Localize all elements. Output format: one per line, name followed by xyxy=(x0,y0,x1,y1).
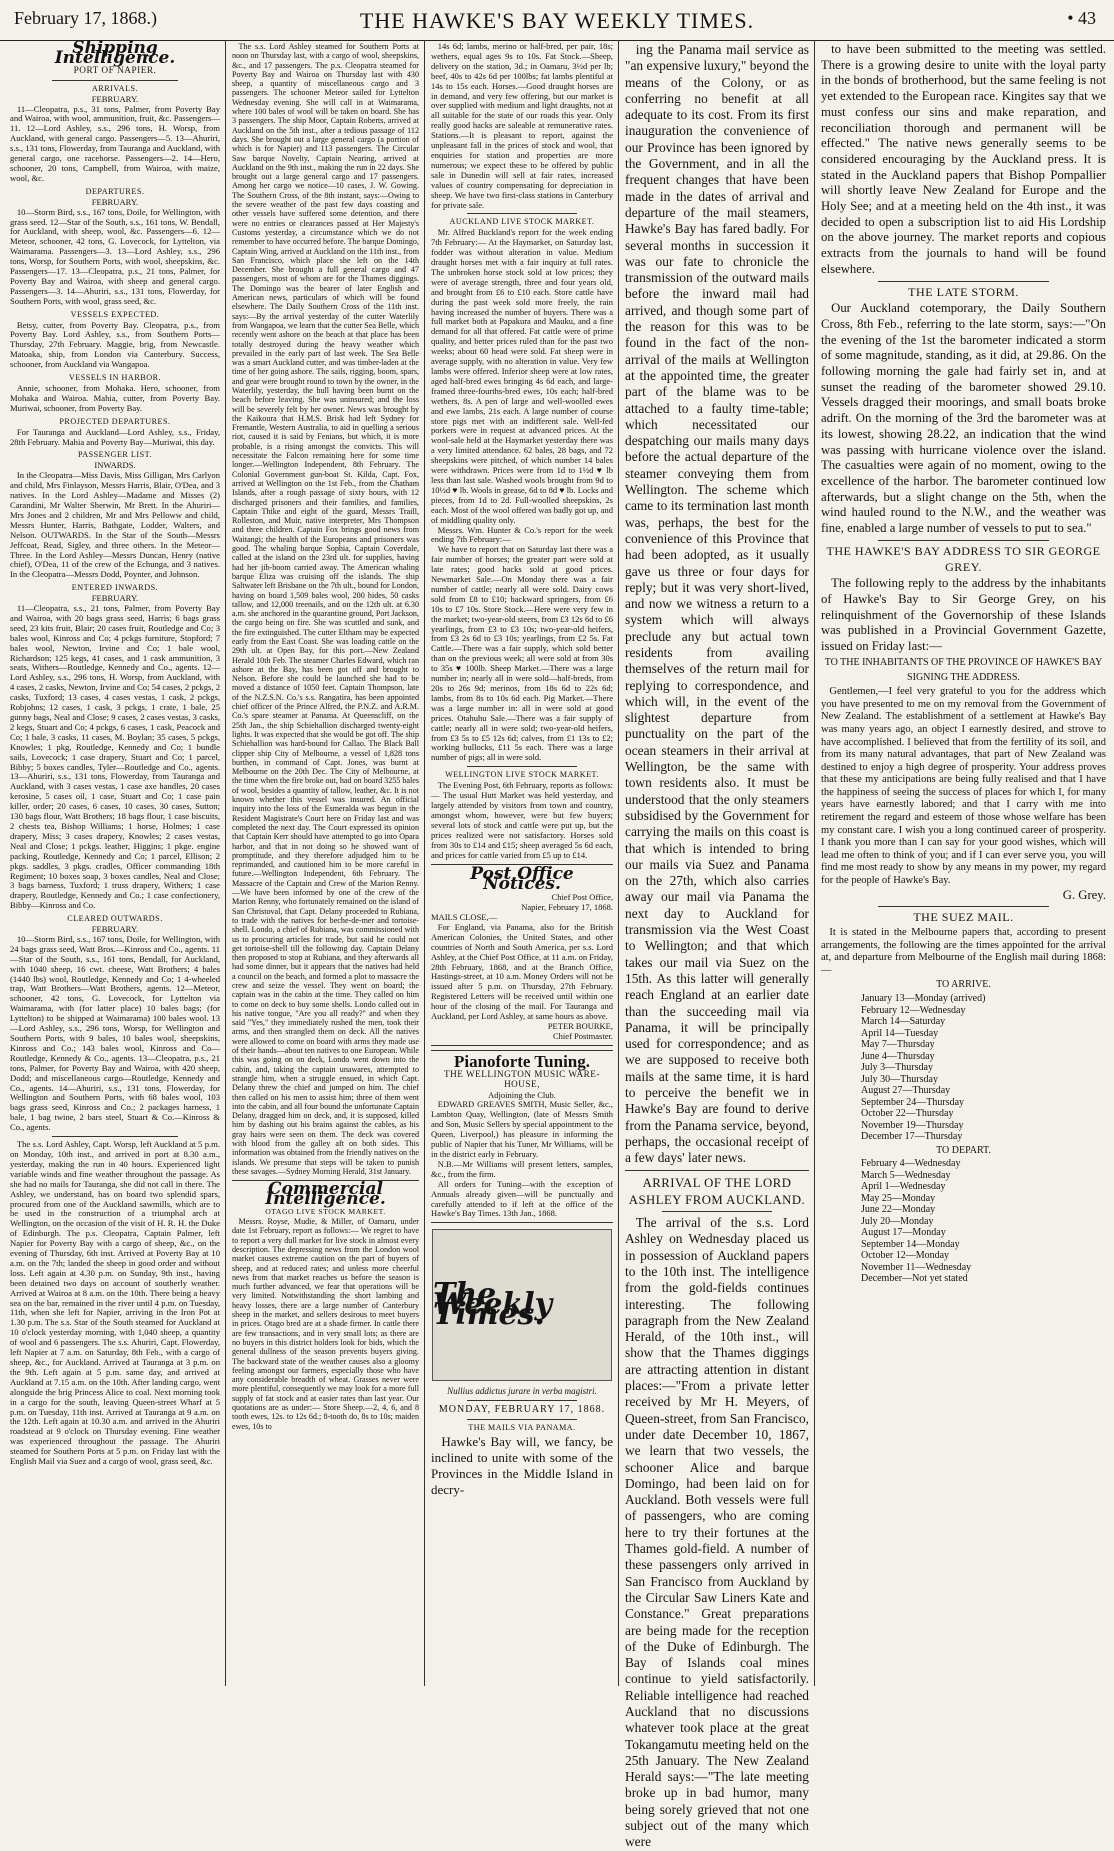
section-title-commercial: Commercial Intelligence. xyxy=(265,1179,386,1209)
native-news-text: to have been submitted to the meeting was settled. There is a growing desire to unite with the loyal party in the bonds of brotherhood, but the same feeling is not yet extended to the European race. Kingites say that we must confess our sins and make reparation, and reconciliation thorough and permanent will be effected." The native news generally seems to be considered encouraging by the Auckland press. It is stated in the Auckland papers that Bishop Pompallier will shortly leave New Zealand for Europe and the Holy See; and at a meeting held on the 4th inst., it was decided to open a subscription list to aid His Lordship on the above journey. The market reports and copious extracts from the journals to hand will be found elsewhere. xyxy=(821,42,1106,276)
mails-panama-heading: THE MAILS VIA PANAMA. xyxy=(468,1423,576,1433)
divider xyxy=(467,1419,576,1420)
emblem-text: The Weekly Times. xyxy=(433,1277,553,1333)
divider xyxy=(878,906,1049,907)
column-divider xyxy=(814,40,815,1686)
projected-text: For Tauranga and Auckland—Lord Ashley, s.s., Friday, 28th February. Mahia and Poverty Bay—Muriwai, this day. xyxy=(10,426,220,447)
otago-continued: 14s 6d; lambs, merino or half-bred, per pair, 18s; wethers, equal ages 9s to 10s. Fat Stock.—Sheep, delivery on the station, 3d.; in Oamaru, 3½d per lb; beef, 40s to 42s 6d per 100lbs; fat lambs plentiful at 14s to 15s each. Horses.—Good draught horses are in demand, and very few offering, but our market is over supplied with medium and light draughts, not at all suitable for the state of our roads this year. Only really good hacks are saleable at remunerative rates. Stations.—It is pleasant to report, against the unpleasant fall in the prices of stock and wool, that enquiries for station and properties are more numerous; we expect these to be offered by public sale in Dunedin will sell at fair rates, increased values of country compensating for depreciation in sheep. We have two first-class stations in Canterbury for private sale. xyxy=(431,41,613,210)
entered-month: FEBRUARY. xyxy=(91,593,139,604)
passenger-text: In the Cleopatra—Miss Davis, Miss Gilligan, Mrs Carlyon and child, Mrs Finlayson, Messrs Harris, Blair, O'Dea, and 3 natives. In the Lord Ashley—Madame and Misses (2) Carandini, Mr Walter Sherwin, Mr Brett. In the Ahuriri—Mrs Jones and 2 children, Mr and Mrs Pelloww and child, Messrs Hunter, Harris, Bathgate, Lodder, Walters, and Nelson. OUTWARDS. In the Star of the South—Messrs Jeffcoat, Read, Sigley, and three others. In the Meteor—Three. In the Lord Ashley—Messrs Duncan, Henry (native chief), O'Dea, 11 of the crew of the Echunga, and 3 natives. In the Cleopatra—Messrs Dodd, Poynter, and Johnson. xyxy=(10,470,220,580)
arrive-item: December 17—Thursday xyxy=(861,1131,963,1143)
divider xyxy=(52,80,178,81)
auckland-text: Mr. Alfred Buckland's report for the week ending 7th February:— At the Haymarket, on Saturday last, fodder was without alteration in value. Medium draught horses met with a fair inquiry at full rates. The unbroken horse stock sold at low prices; they were of average strength, three and four years old, and brought from £6 to £10 each. Store cattle have during the past week sold more freely, the rain having increased the number of buyers. There was a full market both at Papakura and Mauku, and a fine demand for all that offered. Fat cattle were of prime quality, and better prices ruled than for the past two weeks; about 60 head were sold. Fat sheep were in average supply, with no alteration in value. Very few lambs were offered. Inferior sheep were at low rates, aged half-bred ewes bringing 4s 6d each, and large-framed three-fourths-bred ewes, 10s each; half-bred wethers, 8s. A pen of large and well-woolled ewes and ewe lambs, 21s each. A large number of course store pigs met with an indifferent sale. Well-fed porkers were in request at advanced prices. At the wool-sale held at the Haymarket yesterday there was a very limited attendance. 62 bales, 28 bags, and 72 sheepskins were pitched, of which number 14 bales were withdrawn. Prices were from 1d to 1½d ♥ lb less than last sale. Washed wools brought from 9d to 10½d ♥ lb. Wools in grease, 6d to 8d ♥ lb. Locks and pieces, from 1d to 2d. Full-woolled sheepskins, 2s each. Most of the wool offered was badly got up, and of middling quality only. xyxy=(431,227,613,525)
arrive-item: November 19—Thursday xyxy=(861,1119,964,1131)
piano-advert xyxy=(431,1050,613,1224)
hunter-text: We have to report that on Saturday last there was a fair number of horses; the greater part were sold at late rates; good hacks sold at good prices. Newmarket Sale.—On Monday there was a fair number of cattle; nearly all were sold. Dairy cows sold from £8 to £10; backward springers, from £6 10s to £7 10s. Store Stock.—Here were very few in the market; two-year-old steers, from £3 12s 6d to £6 yearlings, from £3 to £3 10s; two-year-old heifers, from £3 2s 6d to £3 10s; yearlings, from £2 5s. Fat Cattle.—There was a fair supply, which sold better than on the previous week; all were sold at from 30s to 35s ♥ 100lb. Sheep Market.—There was a large number in; nearly all in were sold—half-breds, from 20s to 26s 9d; merinos, from 18s 6d to 22s 6d; lambs, from 8s to 10s 6d each. Pig Market.—There was a large number in: all in were sold at good prices. Otahuhu Sale.—There was a fair supply of cattle; nearly all in were sold; two-year-old heifers, from £3 5s to £5 12s 6d; calves, from £1 13s to £2; working bullocks, £11 5s each. There was a large number of pigs; all in were sold. xyxy=(431,544,613,763)
column-markets xyxy=(427,42,617,1682)
column-divider xyxy=(424,40,425,1686)
arrive-item: January 13—Monday (arrived) xyxy=(861,993,986,1005)
piano-title: Pianoforte Tuning. xyxy=(453,1051,591,1071)
port-heading: PORT OF NAPIER. xyxy=(73,65,157,76)
harbor-heading: VESSELS IN HARBOR. xyxy=(68,373,162,383)
expected-text: Betsy, cutter, from Poverty Bay. Cleopatra, p.s., from Poverty Bay. Lord Ashley, s.s., from Southern Ports—Thursday, 27th February. Maggie, brig, from Newcastle. Matoaka, ship, from London via Canterbury. Success, schooner, from Auckland via Wangapoa. xyxy=(10,319,220,370)
arrivals-month: FEBRUARY. xyxy=(91,93,139,104)
arrivals-text: 11—Cleopatra, p.s., 31 tons, Palmer, from Poverty Bay and Wairoa, with wool, ammunition, fruit, &c. Passengers—11. 12—Lord Ashley, s.s., 296 tons, H. Worsp, from Auckland, with general cargo. Passengers—5. 13—Ahuriri, s.s., 131 tons, Flowerday, from Tauranga and Auckland, with general cargo, one racehorse. Passengers—2. 14—Hero, schooner, 20 tons, Campbell, from Wairoa, with maize, wool, &c. xyxy=(10,103,220,183)
divider xyxy=(467,766,576,767)
piano-subheading: Adjoining the Club. xyxy=(488,1089,556,1100)
wellington-text: The Evening Post, 6th February, reports as follows:— The usual Hutt Market was held yesterday, and largely attended by visitors from town and country, amongst whom, however, were but few buyers; several lots of stock and cattle were put up, but the prices realized were not satisfactory. Horses sold from 30s to £14 and £15; sheep averaged 5s 6d each, and prices for cattle varied from £5 up to £14. xyxy=(431,780,613,860)
grey-intro: The following reply to the address by the inhabitants of Hawke's Bay to Sir George Grey, on his relinquishment of the Governorship of these Islands was published in a Provincial Government Gazette, issued on Friday last:— xyxy=(821,576,1106,654)
depart-item: March 5—Wednesday xyxy=(861,1169,951,1181)
otago-text: Messrs. Royse, Mudie, & Miller, of Oamaru, under date 1st February, report as follows:— We regret to have to report a very dull market for live stock in almost every description. The depressing news from the London wool market causes extreme caution on the part of buyers of sheep, and at reduced rates; and unless more cheerful news from that market reaches us before the season is much further advanced, we fear that operations will be very limited. Notwithstanding the short lambing and heavy losses, there are a large number of Canterbury sheep in the market, and sellers desirous to meet buyers in prices. Otago bred are at a shade firmer. In cattle there are few transactions, and in very small lots; as there are no buyers in this district holders look for bids, which the general dullness of the season prevents buyers giving. The backward state of the weather causes also a gloomy feeling amongst our farmers, especially those who have any considerable breadth of wheat. Grasses never were more plentiful, consequently we may look for a more full supply of fat stock and at easier rates than last year. Our quotations are as under:— Store Sheep.—2, 4, 6, and 8 tooth ewes, 12s. to 12s 6d.; 8-tooth do, 8s to 10s; maiden ewes, 10s to xyxy=(232,1217,419,1431)
arrive-item: July 30—Thursday xyxy=(861,1073,938,1085)
mails-close-label: MAILS CLOSE,— xyxy=(431,912,498,923)
hunter-heading: Messrs. Wm. Hunter & Co.'s report for the week ending 7th February:— xyxy=(431,524,613,545)
depart-list xyxy=(821,1158,1106,1285)
arrive-item: October 22—Thursday xyxy=(861,1108,954,1120)
editorial-text: ing the Panama mail service as "an expensive luxury," beyond the means of the Colony, or as conferring no benefit at all adequate to its cost. From its first inauguration the convenience of our Province has been ignored by the Government, and in all the frequent changes that have been made in the dates of arrival and departure of the mail steamers, Hawke's Bay has fared badly. For several months in succession it was our fate to chronicle the transmission of the outward mails before the inward mail had arrived, and though some part of the reason for this was to be found in the fact of the non-arrival of the mails at Wellington at the appointed time, the greater part of the blame was to be attached to a faulty time-table; which necessitated our despatching our mails many days before the actual departure of the steamer conveying them from Wellington. The scheme which came to its termination last month was, perhaps, the best for the convenience of this Province that had been adopted, as it usually gave us three or four days for reply; but it was very short-lived, and now we witness a return to a system which will always preclude any but actual town residents from availing themselves of the return mail for replying to correspondence, and which will, in the event of the slightest departure from punctuality on the part of the ocean steamers in their arrival at Wellington, be the same with town residents also. It must be understood that the only steamers subsidised by the Government for carrying the mails on this coast is that which is intended to bring our mails via Suez and Panama on the 27th, which also carries away our mail via Panama the next day to Auckland for transmission via the West Coast to Wellington; and that which takes our mail via Suez on the 15th. As this latter will generally reach England at an earlier date than the succeeding mail via Panama, it will be principally used for correspondence; and as we are supposed to receive both mails at the same time, it is hard to perceive the benefit we in Hawke's Bay are found to derive from the Panama service, beyond, perhaps, the occasional receipt of a few days' later news. xyxy=(625,42,809,1166)
arrive-item: June 4—Thursday xyxy=(861,1050,935,1062)
departures-heading: DEPARTURES. xyxy=(85,186,145,196)
departures-text: 10—Storm Bird, s.s., 167 tons, Doile, for Wellington, with grass seed. 12—Star of the South, s.s., 161 tons, W. Bendall, for Auckland, with sheep, wool, &c. Passengers—6. 12—Meteor, schooner, 42 tons, G. Lovecock, for Lyttelton, via Waimarama. Passengers—3. 13—Lord Ashley, s.s., 296 tons, Worsp, for Southern Ports, with wool, sheepskins, &c. Passengers—17. 13—Cleopatra, p.s., 21 tons, Palmer, for Poverty Bay and Wairoa, with sheep and general cargo. Passengers—3. 14—Ahuriri, s.s., 131 tons, Flowerday, for Southern Ports, with wool, grass seed, &c. xyxy=(10,206,220,306)
harbor-text: Annie, schooner, from Mohaka. Hero, schooner, from Mohaka and Wairoa. Mahia, cutter, from Poverty Bay. Muriwai, schooner, from Poverty Bay. xyxy=(10,383,220,413)
postmaster-name: PETER BOURKE, xyxy=(547,1021,613,1031)
wellington-heading: WELLINGTON LIVE STOCK MARKET. xyxy=(445,770,599,780)
lord-ashley-text: The arrival of the s.s. Lord Ashley on Wednesday placed us in possession of Auckland papers to the 10th inst. The intelligence from the gold-fields continues interesting. The following paragraph from the New Zealand Herald, of the 10th inst., will show that the Thames diggings are attracting attention in distant places:—"From a private letter received by Mr H. Meyers, of Queen-street, from San Francisco, under date December 10, 1867, we learn that two vessels, the schooner Alice and barque Domingo, had been laid on for Auckland. Both vessels were full of passengers, who are coming here to try their fortunes at the Thames gold-field. A number of these passengers only arrived in San Francisco from Auckland by the Circular Saw Liners Kate and Constance." Great preparations are being made for the reception of the Duke of Edinburgh. The Bay of Islands coal mines continue to yield satisfactorily. Reliable intelligence had reached Auckland that no discussions whatever took place at the great Tokangamutu meeting held on the 25th January. The New Zealand Herald says:—"The late meeting broke up in bad humor, many being sorely grieved that not one subject out of the many which were xyxy=(625,1215,809,1850)
divider xyxy=(662,1211,772,1212)
arrive-item: September 24—Thursday xyxy=(861,1096,965,1108)
depart-item: November 11—Wednesday xyxy=(861,1261,972,1273)
piano-heading: THE WELLINGTON MUSIC WARE-HOUSE, xyxy=(444,1068,600,1089)
passenger-inwards: INWARDS. xyxy=(94,460,136,471)
arrivals-heading: ARRIVALS. xyxy=(91,83,139,93)
grey-letter: Gentlemen,—I feel very grateful to you for the address which you have presented to me on my removal from the Government of New Zealand. The establishment of a settlement at Hawke's Bay was many years ago, an object I earnestly desired, and strove to have accomplished. I believed that from the fertility of its soil, and from its many natural advantages, that part of New Zealand was destined to enjoy a high degree of prosperity. Your address proves that these my anticipations are being fully realised and that I have the happiness of seeing the success of places for which I, for many years have earnestly labored; and that I carry with me into retirement the regard and esteem of those whose welfare has been my constant care. I wish you a long continued career of prosperity. I thank you more than I can say for your good wishes, which will lead me often to think of you; and if I can ever serve you, you will find me most ready to show by any means in my power, my regard for the people of Hawke's Bay. xyxy=(821,686,1106,887)
masthead xyxy=(0,0,1114,41)
grey-heading: THE HAWKE'S BAY ADDRESS TO SIR GEORGE GREY. xyxy=(826,543,1101,574)
entered-heading: ENTERED INWARDS. xyxy=(71,583,159,593)
arrive-item: February 12—Wednesday xyxy=(861,1004,966,1016)
passenger-heading: PASSENGER LIST. xyxy=(77,450,153,460)
expected-heading: VESSELS EXPECTED. xyxy=(70,309,160,319)
column-divider xyxy=(225,40,226,1686)
divider xyxy=(52,1136,178,1137)
depart-item: July 20—Monday xyxy=(861,1215,934,1227)
depart-item: May 25—Monday xyxy=(861,1192,936,1204)
arrive-item: April 14—Tuesday xyxy=(861,1027,939,1039)
issue-dateline: MONDAY, FEBRUARY 17, 1868. xyxy=(438,1404,606,1416)
auckland-heading: AUCKLAND LIVE STOCK MARKET. xyxy=(449,217,595,227)
divider xyxy=(467,1400,576,1401)
depart-item: February 4—Wednesday xyxy=(861,1158,961,1170)
postmaster-role: Chief Postmaster. xyxy=(553,1030,613,1041)
column-divider xyxy=(618,40,619,1686)
depart-item: September 14—Monday xyxy=(861,1238,960,1250)
post-office-title: Post Office Notices. xyxy=(470,864,574,895)
post-office-dateline: Napier, February 17, 1868. xyxy=(521,902,613,913)
otago-heading: OTAGO LIVE STOCK MARKET. xyxy=(265,1206,386,1216)
cleared-text: 10—Storm Bird, s.s., 167 tons, Doile, for Wellington, with 24 bags grass seed, Watt Bros.—Kinross and Co., agents. 11—Star of the South, s.s., 161 tons, Bendall, for Auckland, with 1040 sheep, 16 cwt. cheese, Watt Brothers; 4 bales (1440 lbs) wool, Routledge, Kennedy and Co; 1 4-wheeled trap, Watt Brothers—Watt Brothers, agents. 12—Meteor, schooner, 42 tons, G. Lovecock, for Lyttelton via Waimarama, with (for latter place) 10 bales bags; (for Lyttelton) to be shipped at Waimarama) 100 bales wool. 13—Lord Ashley, s.s., 296 tons, Worsp, for Wellington and Southern Ports, with 9 bales, 10 bales wool, sheepskins, Kinross and Co.; 143 bales wool, Kinross and Co—Routledge, Kennedy & Co., agents. 13—Cleopatra, p.s., 21 tons, Palmer, for Poverty Bay and Wairoa, with 420 sheep, Dodd; and miscellaneous cargo—Routledge, Kennedy and Co., agents. 14—Ahuriri, s.s., 131 tons, Flowerday, for Wellington and Southern Ports, with 68 bales wool, 103 bags grass seed, Kinross and Co.; 2 packages harness, 1 bale, 1 bag twine, 2 bars steel, Stuart & Co.—Kinross & Co., agents. xyxy=(10,933,220,1133)
suez-text: It is stated in the Melbourne papers that, according to present arrangements, the following are the times appointed for the arrival at, and departure from Melbourne of the English mail during 1868:— xyxy=(821,927,1106,976)
depart-item: June 22—Monday xyxy=(861,1204,936,1216)
projected-heading: PROJECTED DEPARTURES. xyxy=(59,416,171,426)
divider xyxy=(878,540,1049,541)
arrive-item: March 14—Saturday xyxy=(861,1016,946,1028)
depart-item: December—Not yet stated xyxy=(861,1273,968,1285)
arrive-heading: TO ARRIVE. xyxy=(936,979,991,991)
column-editorial xyxy=(621,42,813,1850)
divider xyxy=(467,213,576,214)
piano-orders: All orders for Tuning—with the exception of Annuals already given—will be punctually and carefully attended to if left at the office of the Hawke's Bay Times. 13th Jan., 1868. xyxy=(431,1178,613,1219)
divider xyxy=(625,1170,809,1171)
column-shipping-news xyxy=(228,42,423,1682)
post-office-name: Chief Post Office, xyxy=(551,892,613,903)
grey-signature: G. Grey. xyxy=(1062,887,1106,902)
depart-item: August 17—Monday xyxy=(861,1227,946,1239)
cleared-month: FEBRUARY. xyxy=(91,924,139,935)
entered-text: 11—Cleopatra, s.s., 21 tons, Palmer, from Poverty Bay and Wairoa, with 20 bags grass seed, Harris; 6 bags grass seed, 23 kits fruit, Blair; 20 cases fruit, Routledge and Co; 3 bales wool, Kinross and Co; 4 pckgs furniture, Stopford; 7 bales wool, Newton, Irvine and Co; 1 bale wool, Richardson; 125 kegs, 41 cases, and 1 cask ammunition, 3 seats, Withers—Routledge, Kennedy and Co., agents. 12—Lord Ashley, s.s., 296 tons, H. Worsp, from Auckland, with 4 cases, 2 casks, Newton, Irvine and Co; 54 cases, 2 pckgs, 2 casks, Tuxford; 13 cases, 4 cases vestas, 1 cask, 2 pckgs, Robjohns; 12 cases, 1 cask, 3 pckgs, 1 crate, 1 bale, 25 gunny bags, Neal and Close; 9 cases, 2 cases vestas, 3 casks, 2 kegs, Stuart and Co; 4 pckgs, 6 cases, 1 cask, Peacock and Co; 1 bale, 3 casks, 11 cases, M. Boylan; 35 cases, 5 pckgs, Knowles; 1 pkg, Routledge, Kennedy and Co; 1 bundle sails, Lovecock; 1 case drapery, Stuart and Co; 1 parcel, Bibby; 5 boxes candles, Tyler—Routledge and Co., agents. 13—Ahuriri, s.s., 131 tons, Flowerday, from Tauranga and Auckland, with 3 cases vestas, 1 case axe handles, 20 cases kerosine, 5 cases oil, 1 case, Stuart and Co; 1 case pain killer, order; 20 cases, 6 cases, 10 cases, 30 cases, Sutton; 130 bags flour, Watt Brothers; 18 bags flour, 1 case biscuits, 2 chests tea, Bishop Williams; 1 horse, Holmes; 1 case drapery, Miss; 3 cases drapery, Knowles; 2 cases vestas, Neal and Close; 1 pckgs. leather, Higgins; 1 pkge. engine packing, Routledge, Kennedy and Co; 1 parcel, Ellison; 2 pkgs. saddles, 3 pkgs. cradles, Officer commanding 18th Regiment; 10 boxes soap, 3 boxes candles, Neal and Close; 3 bags barness, Tuxford; 1 truss drapery, Withers; 1 case drapery, Routledge, Kennedy and Co.; 1 case confectionery, Bibby—Kinross and Co. xyxy=(10,603,220,911)
arrive-item: August 27—Thursday xyxy=(861,1085,951,1097)
page-number: • 43 xyxy=(1067,8,1096,28)
post-office-notice xyxy=(431,864,613,1045)
section-title-shipping: Shipping Intelligence. xyxy=(54,38,176,68)
arrive-list xyxy=(821,993,1106,1143)
column-shipping xyxy=(6,38,224,1682)
storm-text: Our Auckland cotemporary, the Daily Southern Cross, 8th Feb., referring to the late storm, says:—"On the evening of the 1st the barometer indicated a storm of some magnitude, standing, as it did, at 29.86. On the following morning the gale had fairly set in, and at sunset the reading of the barometer showed 29.10. Vessels dragged their moorings, and small boats broke adrift. On the morning of the 3rd the barometer was at its lowest, showing 28.22, an indication that the wind was passing with hurricane violence over the island. The casualties were again of no moment, owing to the excellence of the harbor. The barometer continued low afterwards, but a slight change on the 5th, when the wind hauled round to the N.W., and the weather was fine, enabled a large number of vessels to put to sea." xyxy=(821,301,1106,536)
newspaper-title: THE HAWKE'S BAY WEEKLY TIMES. xyxy=(359,8,755,33)
storm-heading: THE LATE STORM. xyxy=(908,284,1019,299)
arrive-item: July 3—Thursday xyxy=(861,1062,933,1074)
post-office-text: For England, via Panama, also for the British American Colonies, the United States, and other countries of North and South America, per s.s. Lord Ashley, at the Chief Post Office, at 11 a.m. on Friday, 28th February, 1868, and at the Branch Office, Hastings-street, at 10 a.m. Money Orders will not be issued after 5 p.m. on Thursday, 27th February. Registered Letters will be received until within one hour of the closing of the mail. For Tauranga and Auckland, per Lord Ashley, at same hours as above. xyxy=(431,921,613,1022)
column-news xyxy=(817,42,1110,1682)
depart-item: October 12—Monday xyxy=(861,1250,950,1262)
shipping-news-text: The s.s. Lord Ashley steamed for Southern Ports at noon on Thursday last, with a cargo of wool, sheepskins, &c., and 17 passengers. The p.s. Cleopatra steamed for Poverty Bay and Wairoa on Thursday last with 430 sheep, a quantity of miscellaneous cargo and 3 passengers. The schooner Meteor sailed for Lyttelton Wednesday evening. She will call in at Waimarama, where 100 bales of wool will be taken on board. She has 3 passengers. The ship Moor, Captain Roberts, arrived at Auckland on the 5th inst., after a tedious passage of 112 days. She brought out a large general cargo (a portion of which is for Napier) and 113 passengers. The Circular Saw barque Novelty, Captain Nearing, arrived at Auckland on the 9th inst., making the run in 22 days. She brought out a large general cargo and 17 passengers. Among her cargo we notice—10 cases, J. W. Gowing. The Southern Cross, of the 8th instant, says:—Owing to the severe weather of the past few days coasting and other vessels have suffered some detention, and there were no entries or clearances passed at Her Majesty's Customs yesterday, a circumstance which we do not remember to have occurred before. The barque Domingo, Captain Wing, arrived at Auckland on the 11th inst., from San Francisco, which place she left on the 14th December. She brought a full general cargo and 47 passengers, most of whom are for the Thames diggings. The Domingo was the bearer of later English and American news, particulars of which will be found elsewhere. The Daily Southern Cross of the 11th inst. says:—By the arrival yesterday of the cutter Waterlily from Wangapoa, we learn that the cutter Sea Belle, which recently went ashore on the beach at that place has been totally destroyed during the heavy weather which prevailed in the early part of last week. The Sea Belle was a smart Auckland cutter, and was timber-laden at the time of her going ashore. The sails, rigging, boom, spars, and gear were brought round to town by the owner, in the Waterlily, yesterday, the hull having been burnt on the beach before leaving. She was uninsured; and the loss will be severely felt by her owner. News was brought by the Kaikoura that H.M.S. Brisk had left Sydney for Fremantle, Western Australia, to aid in quelling a serious riot, caused it is said by Fenians, but which, it is more probable, is a rising amongst the convicts. This will necessitate the Falcon remaining here for some time longer.—Wellington Independent, 8th February. The Colonial Government gun-boat St. Kilda, Capt. Fox, arrived at Wellington on the 1st Feb., from the Chatham Islands, after a rough passage of sixty hours, with 12 discharged prisoners and their families, and families, Captain Thike and eight of the guard, Messrs Traill, Rolleston, and Muir, native interpreter, Mrs Thompson and three children. Captain Fox brings good news from Waitangi; the health of the Europeans and prisoners was good. The whaling barque Sophia, Captain Coverdale, called at the island on the 23rd ult. for supplies, having had her jib-boom carried away. The American whaling barque Eliza was cruising off the islands. The ship Saltwater left Brisbane on the 7th ult., bound for London, having on board 1,509 bales wool, 200 hides, 50 casks tallow, and 12,000 treenails, and on the 12th ult. at 6.30 a.m. she anchored in the quarantine ground, Port Jackson, the cargo being on fire. She was scuttled and sunk, and the fire extinguished. The cutter Eltham may be expected early from the East Coast. She was loading cattle on the 29th ult. at Open Bay, for this port.—New Zealand Herald 10th Feb. The steamer Charles Edward, which ran ashore at the Bay, has been got off and brought to Nelson. Before she could be launched she had to be moved a distance of 1050 feet. Captain Thompson, late of the N.Z.S.N. Co.'s s.s. Rangatira, has been appointed chief officer of the Prince Alfred, the P.N.Z. and A.R.M. Co.'s spare steamer at Panama. At Queenscliff, on the 25th Jan., the ship Schiehallion discharged twenty-eight lights. It was expected that she would be got off. The ship Schiehallion was hard-bound for Callao. The Black Ball clipper ship City of Melbourne, a vessel of 1,828 tons burthen, in command of Capt. Jones, was burnt at Melbourne on the 20th Dec. The City of Melbourne, at the time when the fire broke out, had on board 3255 bales of wool, besides a quantity of tallow, leather, &c. It is not known whether this vessel was insured. An official inquiry into the loss of the Esmeralda was begun in the Resident Magistrate's Court here on Friday last and was completed the next day. The Court expressed its opinion that Captain Kerr should have attempted to go into Opara harbor, and that in not doing so he showed want of promptitude, and they therefore adjudged him to be reprimanded, and cautioned him to be more careful in future.—Wellington Independent, 6th February. The Massacre of the Captain and Crew of the Marion Renny.—We have been informed by one of the crew of the Marion Renny, who fortunately remained on the island of San Christoval, that Capt. Delany proceeded to Rubiana, to trade with the natives for beche-de-mer and tortoise-shell. Londo, a chief of Rubiana, was commissioned with us to procuring articles for trade, but said he could not get tortoise-shell till the following day. Captain Delany then proposed to stop at Rubiana, and they afterwards all had some dinner, but it appears that the natives had held a council on the beach, and formed a plot to massacre the crew and seize the vessel. They went on board; the captain was in the cabin at the time. They called on him to come on deck to buy some shells. Londo called out in his native tongue, "Are you all ready?" and when they said "Yes," they immediately rushed the men, took their arms, and then strangled them on deck. All the natives were allowed to come on board with arms they made use of their hands—about ten natives to one European. While this was going on on deck, Londo went down into the cabin, and, taking the captain unawares, attempted to strangle him, when a struggle ensued, in which Capt. Delany threw the chief and jumped on him. The chief then called on his men to assist him; three of them went into the cabin, and all four bound the unfortunate Captain Delany, dragged him on deck, and, it is supposed, killed him by dashing out his brains against the cables, as his gray hairs were seen on them. The deck was covered with blood from the galley aft on both sides. This information was obtained from the friendly natives on the islands. We presume that steps will be taken to punish these savages.—Sydney Morning Herald, 31st January. xyxy=(232,42,420,1176)
departures-month: FEBRUARY. xyxy=(91,196,139,207)
mails-panama-text: Hawke's Bay will, we fancy, be inclined to unite with some of the Provinces in the Middle Island in decry- xyxy=(431,1434,613,1498)
depart-heading: TO DEPART. xyxy=(936,1144,991,1156)
arrive-item: May 7—Thursday xyxy=(861,1039,935,1051)
lord-ashley-heading: ARRIVAL OF THE LORD ASHLEY FROM AUCKLAND. xyxy=(628,1176,806,1207)
depart-item: April 1—Wednesday xyxy=(861,1181,946,1193)
cleared-heading: CLEARED OUTWARDS. xyxy=(67,914,163,924)
grey-addressee: TO THE INHABITANTS OF THE PROVINCE OF HAWKE'S BAY SIGNING THE ADDRESS. xyxy=(824,656,1103,684)
piano-nb: N.B.—Mr Williams will present letters, samples, &c., from the firm. xyxy=(431,1158,613,1179)
divider xyxy=(878,281,1049,282)
piano-text: EDWARD GREAVES SMITH, Music Seller, &c., Lambton Quay, Wellington, (late of Messrs Smith and Son, Music Sellers by special appointment to the Queen, Liverpool,) has pleasure in informing the public of Napier that his Tuner, Mr Williams, will be in the district early in February. xyxy=(431,1099,613,1159)
weekly-times-emblem xyxy=(432,1229,612,1381)
issue-date-header: February 17, 1868.) xyxy=(14,8,157,28)
shipping-notes: The s.s. Lord Ashley, Capt. Worsp, left Auckland at 5 p.m. on Monday, 10th inst., and arrived in port at 8.30 a.m., yesterday, making the run in 40 hours. Experienced light variable winds and fine weather throughout the passage. As she had no mails for Tauranga, she did not call in there. The Ashley, we understand, has on board two splendid spars, procured from one of the Auckland sawmills, which are to be used in the construction of a triumphal arch at Wellington, on the occasion of the visit of H. R. H. the Duke of Edinburgh. The p.s. Cleopatra, Captain Palmer, left Napier for Poverty Bay with a cargo of sheep, &c., on the evening of Thursday, 6th inst. Arrived at Poverty Bay at 10 a.m. on the 7th; landed the sheep in good order and without loss. Left again at 4.30 p.m. on Sunday, 9th inst., having been detained two days on account of southerly weather. Arrived at Wairoa at 8 a.m. on the 10th. There being a heavy sea on the bar, remained in the river until 4 p.m. on Tuesday, 11th, when she left for Napier, arriving in the Iron Pot at 1.30 p.m. The s.s. Star of the South steamed for Auckland at 10 o'clock yesterday morning, with 1,040 sheep, a quantity of wool and 6 passengers. The s.s. Ahuriri, Capt. Flowerday, left Napier at 7 a.m. on Saturday, 8th Feb., with a cargo of sheep, &c., for Auckland. Arrived at Tauranga at 3 p.m. on the 9th. Left again at 5 p.m. same day, and arrived at Auckland at 7.15 a.m. on the 10th. After landing cargo, went alongside the brig Princess Alice to coal. Next morning took in a cargo for the south, leaving Queen-street Wharf at 5 p.m. on Tuesday, 11th inst. Arrived at Tauranga at 9 a.m. on the 12th. Left again at 10.30 a.m. and arrived in the Ahuriri roadstead at 9 o'clock on Thursday evening. Fine weather was experienced throughout the passage. The Ahuriri steamed for Southern Ports at 5 p.m. on Friday last with the English Mail via Suez and a cargo of wool, grass seed, &c. xyxy=(10,1139,220,1467)
motto: Nullius addictus jurare in verba magistri. xyxy=(447,1386,597,1397)
suez-heading: THE SUEZ MAIL. xyxy=(913,910,1014,925)
